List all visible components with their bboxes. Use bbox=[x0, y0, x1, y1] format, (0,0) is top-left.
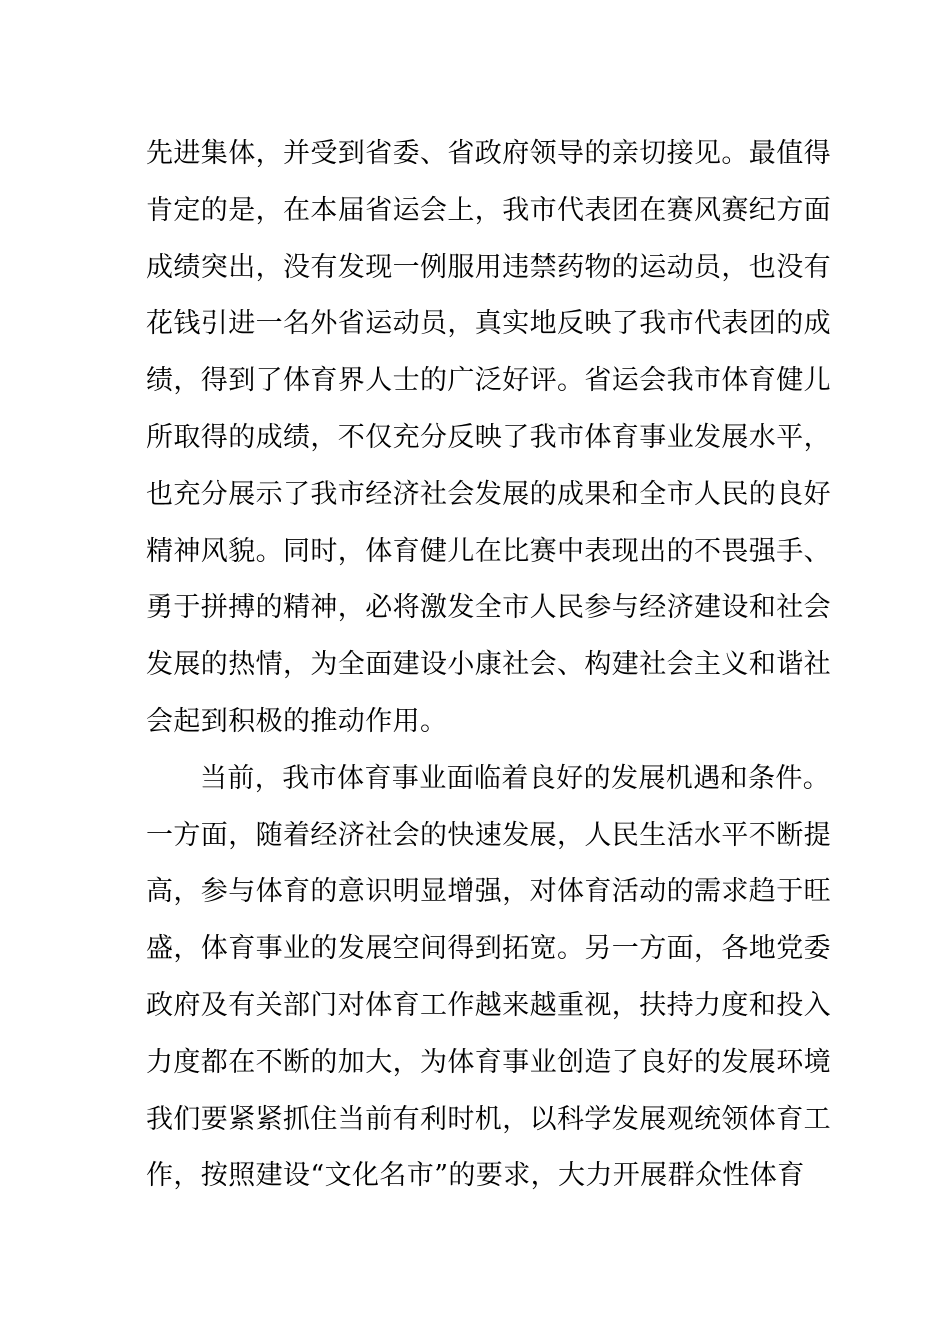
text-line: 一方面，随着经济社会的快速发展，人民生活水平不断提 bbox=[146, 819, 831, 851]
text-line: 发展的热情，为全面建设小康社会、构建社会主义和谐社 bbox=[146, 649, 831, 681]
text-line: 高，参与体育的意识明显增强，对体育活动的需求趋于旺 bbox=[146, 876, 831, 908]
paragraph-start-line: 当前，我市体育事业面临着良好的发展机遇和条件。 bbox=[200, 762, 831, 794]
text-line: 先进集体，并受到省委、省政府领导的亲切接见。最值得 bbox=[146, 138, 831, 169]
text-line: 政府及有关部门对体育工作越来越重视，扶持力度和投入 bbox=[146, 989, 831, 1021]
body-text bbox=[146, 126, 831, 1205]
text-line: 成绩突出，没有发现一例服用违禁药物的运动员，也没有 bbox=[146, 251, 831, 283]
text-line: 力度都在不断的加大，为体育事业创造了良好的发展环境 bbox=[146, 1046, 831, 1078]
text-line: 也充分展示了我市经济社会发展的成果和全市人民的良好 bbox=[146, 478, 831, 510]
text-line: 所取得的成绩，不仅充分反映了我市体育事业发展水平， bbox=[146, 421, 831, 453]
text-line: 盛，体育事业的发展空间得到拓宽。另一方面，各地党委 bbox=[146, 933, 831, 965]
text-line: 作，按照建设“文化名市”的要求，大力开展群众性体育 bbox=[146, 1160, 805, 1192]
text-line: 绩，得到了体育界人士的广泛好评。省运会我市体育健儿 bbox=[146, 365, 831, 397]
text-line: 我们要紧紧抓住当前有利时机，以科学发展观统领体育工 bbox=[146, 1103, 831, 1135]
text-line: 会起到积极的推动作用。 bbox=[146, 705, 448, 737]
text-line: 精神风貌。同时，体育健儿在比赛中表现出的不畏强手、 bbox=[146, 535, 831, 567]
text-line: 肯定的是，在本届省运会上，我市代表团在赛风赛纪方面 bbox=[146, 194, 831, 226]
text-line: 花钱引进一名外省运动员，真实地反映了我市代表团的成 bbox=[146, 308, 831, 340]
text-line: 勇于拼搏的精神，必将激发全市人民参与经济建设和社会 bbox=[146, 592, 831, 624]
